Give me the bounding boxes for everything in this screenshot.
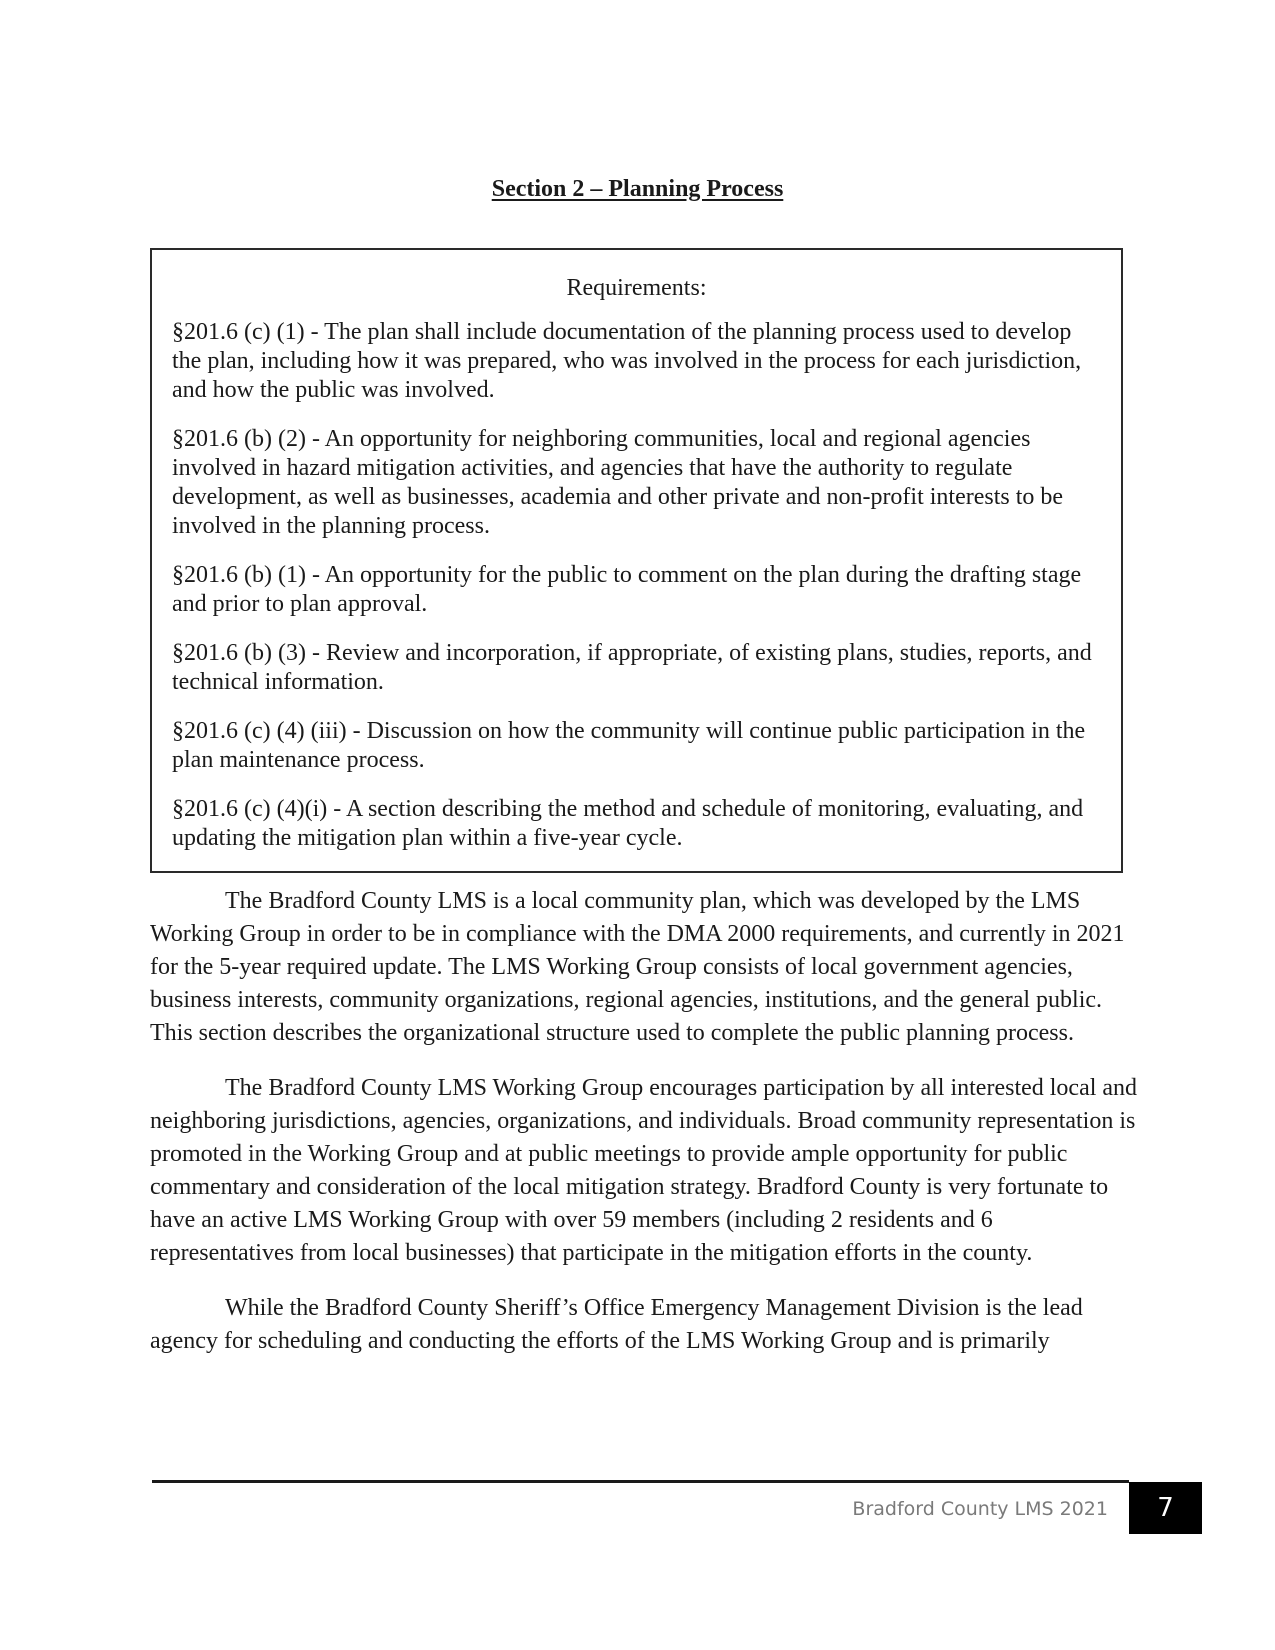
requirements-heading: Requirements: [566, 275, 707, 301]
footer-rule [152, 1480, 1129, 1483]
requirement-item: §201.6 (c) (4)(i) - A section describing the method and schedule of monitoring, evaluating, and updating the mitigation plan within a five-year cycle. [172, 796, 1084, 851]
requirement-item: §201.6 (b) (2) - An opportunity for neighboring communities, local and regional agencies involved in hazard mitigation activities, and agencies that have the authority to regulate development, as well as businesses, academia and other private and non-profit interests to be involved in the planning process. [172, 426, 1064, 539]
footer-document-name: Bradford County LMS 2021 [852, 1498, 1108, 1520]
requirement-item: §201.6 (b) (1) - An opportunity for the public to comment on the plan during the drafting stage and prior to plan approval. [172, 562, 1082, 617]
body-paragraph: While the Bradford County Sheriff’s Office Emergency Management Division is the lead agency for scheduling and conducting the efforts of the LMS Working Group and is primarily [150, 1295, 1083, 1354]
body-paragraph: The Bradford County LMS Working Group encourages participation by all interested local and neighboring jurisdictions, agencies, organizations, and individuals. Broad community representation is promoted in the Working Group and at public meetings to provide ample opportunity for public commentary and consideration of the local mitigation strategy. Bradford County is very fortunate to have an active LMS Working Group with over 59 members (including 2 residents and 6 representatives from local businesses) that participate in the mitigation efforts in the county. [150, 1075, 1138, 1266]
section-title: Section 2 – Planning Process [491, 176, 784, 202]
requirements-box [150, 248, 1123, 873]
requirement-item: §201.6 (c) (1) - The plan shall include documentation of the planning process used to develop the plan, including how it was prepared, who was involved in the process for each jurisdiction, and how the public was involved. [172, 319, 1082, 403]
requirement-item: §201.6 (b) (3) - Review and incorporation, if appropriate, of existing plans, studies, reports, and technical information. [172, 640, 1092, 695]
requirement-item: §201.6 (c) (4) (iii) - Discussion on how the community will continue public participation in the plan maintenance process. [172, 718, 1086, 773]
page-number: 7 [1129, 1482, 1202, 1534]
body-paragraph: The Bradford County LMS is a local community plan, which was developed by the LMS Working Group in order to be in compliance with the DMA 2000 requirements, and currently in 2021 for the 5-year required update. The LMS Working Group consists of local government agencies, business interests, community organizations, regional agencies, institutions, and the general public. This section describes the organizational structure used to complete the public planning process. [150, 888, 1125, 1046]
body-text [150, 885, 1140, 1380]
